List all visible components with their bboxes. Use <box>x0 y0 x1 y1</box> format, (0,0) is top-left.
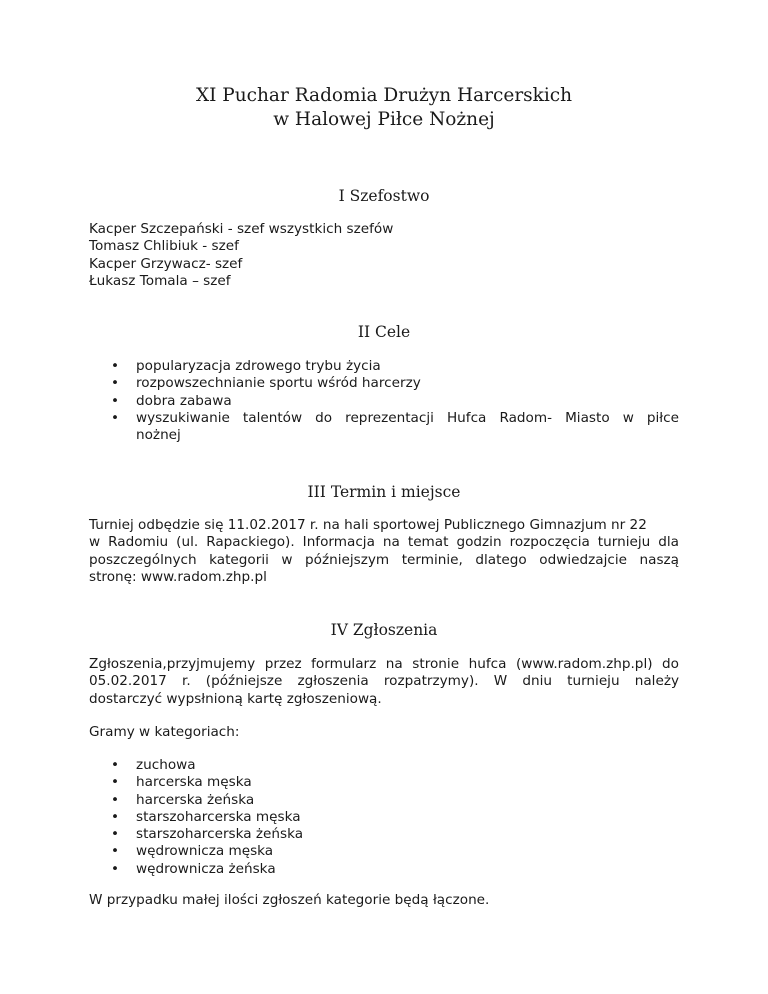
list-item <box>89 393 679 410</box>
list-item <box>89 410 679 445</box>
title-line-2: w Halowej Piłce Nożnej <box>273 109 495 130</box>
section-heading-szefostwo: I Szefostwo <box>338 187 430 205</box>
paragraph-line: Zgłoszenia,przyjmujemy przez formularz na stronie hufca (www.radom.zhp.pl) do <box>89 656 679 672</box>
list-item <box>89 375 679 392</box>
list-item <box>89 774 679 791</box>
category-text: zuchowa <box>136 757 196 773</box>
document-title <box>0 84 768 132</box>
bullet-icon: • <box>111 757 120 773</box>
category-text: harcerska żeńska <box>136 791 255 808</box>
bullet-icon: • <box>111 774 120 791</box>
staff-line: Kacper Grzywacz- szef <box>89 255 243 272</box>
staff-line: Łukasz Tomala – szef <box>89 272 231 289</box>
paragraph-line: w Radomiu (ul. Rapackiego). Informacja na temat godzin rozpoczęcia turnieju dla <box>89 534 679 551</box>
bullet-icon: • <box>111 358 120 374</box>
goal-text: rozpowszechnianie sportu wśród harcerzy <box>136 375 421 392</box>
goals-list <box>89 358 679 444</box>
categories-footer-note: W przypadku małej ilości zgłoszeń kategorie będą łączone. <box>89 892 490 908</box>
bullet-icon: • <box>111 826 120 843</box>
bullet-icon: • <box>111 409 120 426</box>
category-text: wędrownicza męska <box>136 843 274 860</box>
goal-text: popularyzacja zdrowego trybu życia <box>136 358 381 374</box>
staff-line: Kacper Szczepański - szef wszystkich szefów <box>89 221 394 237</box>
list-item <box>89 843 679 860</box>
list-item <box>89 792 679 809</box>
category-text: harcerska męska <box>136 774 252 791</box>
paragraph-line: stronę: www.radom.zhp.pl <box>89 568 267 585</box>
category-text: starszoharcerska męska <box>136 808 301 825</box>
staff-line: Tomasz Chlibiuk - szef <box>89 238 239 255</box>
list-item <box>89 757 679 774</box>
goal-text-continued: nożnej <box>136 427 181 444</box>
list-item <box>89 358 679 375</box>
paragraph-line: Turniej odbędzie się 11.02.2017 r. na hali sportowej Publicznego Gimnazjum nr 22 <box>89 517 647 533</box>
section-body-termin <box>89 517 679 586</box>
list-item <box>89 861 679 878</box>
section-body-szefostwo <box>89 221 679 290</box>
bullet-icon: • <box>111 860 120 877</box>
categories-list <box>89 757 679 878</box>
section-heading-cele: II Cele <box>357 323 411 341</box>
title-line-1: XI Puchar Radomia Drużyn Harcerskich <box>195 85 573 106</box>
paragraph-line: poszczególnych kategorii w późniejszym terminie, dlatego odwiedzajcie naszą <box>89 551 679 568</box>
section-body-zgloszenia <box>89 656 679 708</box>
category-text: starszoharcerska żeńska <box>136 826 304 843</box>
bullet-icon: • <box>111 791 120 808</box>
bullet-icon: • <box>111 808 120 825</box>
bullet-icon: • <box>111 375 120 392</box>
section-heading-termin: III Termin i miejsce <box>307 483 461 501</box>
list-item <box>89 826 679 843</box>
goal-text: wyszukiwanie talentów do reprezentacji Hufca Radom- Miasto w piłce <box>136 409 679 426</box>
list-item <box>89 809 679 826</box>
bullet-icon: • <box>111 392 120 409</box>
bullet-icon: • <box>111 843 120 860</box>
categories-intro: Gramy w kategoriach: <box>89 724 240 740</box>
paragraph-line: dostarczyć wypsłnioną kartę zgłoszeniową. <box>89 690 382 707</box>
paragraph-line: 05.02.2017 r. (późniejsze zgłoszenia rozpatrzymy). W dniu turnieju należy <box>89 673 679 690</box>
goal-text: dobra zabawa <box>136 392 232 409</box>
section-heading-zgloszenia: IV Zgłoszenia <box>330 621 438 639</box>
category-text: wędrownicza żeńska <box>136 860 276 877</box>
